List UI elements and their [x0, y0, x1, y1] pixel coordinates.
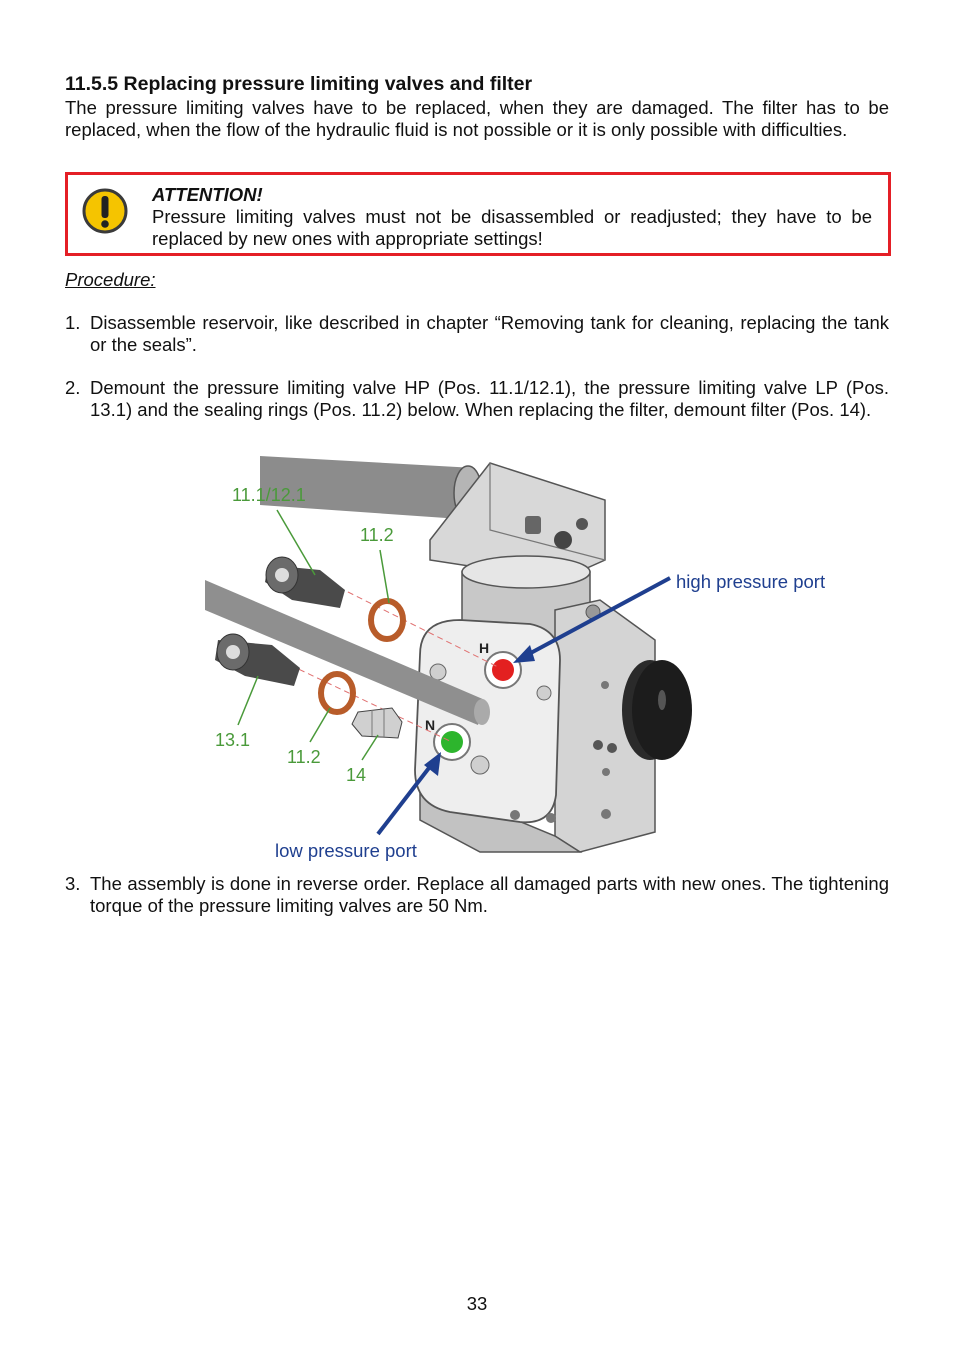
page-number: 33	[466, 1293, 488, 1314]
label-lp-valve: 13.1	[215, 730, 251, 750]
label-ring-top: 11.2	[360, 525, 394, 545]
step-number: 1.	[65, 312, 81, 333]
intro-paragraph: The pressure limiting valves have to be replaced, when they are damaged. The filter has to be replaced, when the flow of the hydraulic fluid is not possible or it is only possible with difficulties.	[65, 97, 889, 140]
seal-ring-top	[371, 601, 403, 639]
label-low-pressure-port: low pressure port	[275, 840, 417, 861]
leader-line	[362, 735, 378, 760]
leader-line	[380, 550, 389, 603]
warning-exclamation-icon	[82, 186, 128, 236]
port-letter-n: N	[425, 717, 436, 733]
step-text: Demount the pressure limiting valve HP (Pos. 11.1/12.1), the pressure limiting valve LP (Pos. 13.1) and the sealing rings (Pos. 11.2) below. When replacing the filter, demount filter (Pos. 14).	[90, 377, 889, 420]
filter-part	[352, 708, 402, 738]
high-pressure-port	[485, 652, 521, 688]
step-number: 3.	[65, 873, 81, 894]
label-filter: 14	[346, 765, 367, 785]
attention-text: Pressure limiting valves must not be disassembled or readjusted; they have to be replaced by new ones with appropriate settings!	[152, 206, 872, 249]
block-hole	[471, 756, 489, 774]
label-high-pressure-port: high pressure port	[676, 571, 826, 592]
label-ring-bottom: 11.2	[287, 747, 321, 767]
label-hp-valve: 11.1/12.1	[232, 485, 306, 505]
leader-line	[238, 676, 258, 725]
port-letter-h: H	[479, 640, 490, 656]
attention-box	[65, 172, 891, 256]
attention-title: ATTENTION!	[152, 184, 263, 205]
procedure-label: Procedure:	[65, 269, 156, 290]
adjustment-knob	[622, 660, 692, 760]
step-text: The assembly is done in reverse order. Replace all damaged parts with new ones. The tightening torque of the pressure limiting valves are 50 Nm.	[90, 873, 889, 916]
step-text: Disassemble reservoir, like described in chapter “Removing tank for cleaning, replacing the tank or the seals”.	[90, 312, 889, 355]
step-number: 2.	[65, 377, 81, 398]
valve-block-figure	[195, 450, 875, 870]
hp-valve-part	[265, 557, 345, 608]
section-heading: 11.5.5 Replacing pressure limiting valves and filter	[65, 73, 533, 95]
leader-line	[310, 708, 330, 742]
block-hole	[537, 686, 551, 700]
